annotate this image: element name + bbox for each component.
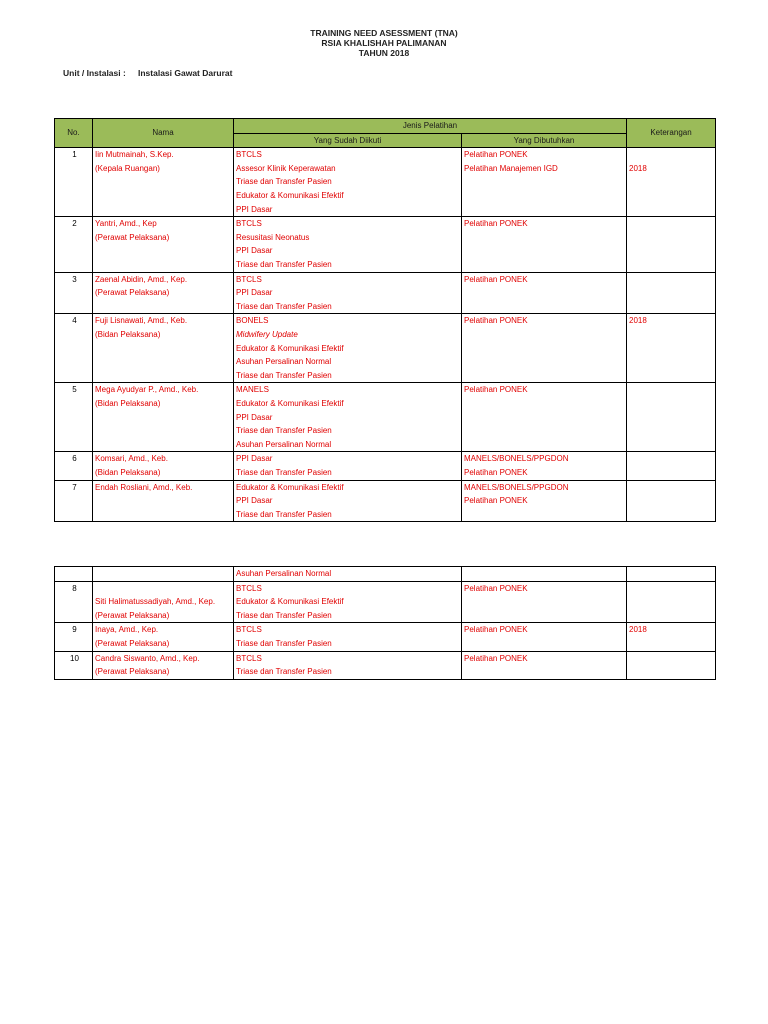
header-keterangan: Keterangan (627, 119, 716, 148)
employee-name: (Perawat Pelaksana) (95, 638, 170, 648)
header-no: No. (55, 119, 93, 148)
document-title: TRAINING NEED ASESSMENT (TNA) (310, 28, 458, 38)
row-number: 6 (55, 452, 93, 480)
training-completed-cell (234, 383, 462, 452)
training-completed: Assesor Klinik Keperawatan (236, 163, 336, 173)
training-needed: Pelatihan Manajemen IGD (464, 163, 558, 173)
training-completed: Triase dan Transfer Pasien (236, 467, 332, 477)
training-completed: PPI Dasar (236, 288, 273, 298)
unit-label: Unit / Instalasi : (63, 68, 126, 78)
row-number: 8 (55, 581, 93, 623)
training-needed: Pelatihan PONEK (464, 625, 528, 635)
training-needed: Pelatihan PONEK (464, 385, 528, 395)
remarks (629, 148, 715, 162)
training-completed: PPI Dasar (236, 454, 273, 464)
employee-name: Candra Siswanto, Amd., Kep. (95, 653, 200, 663)
header-nama: Nama (93, 119, 234, 148)
employee-name: (Bidan Pelaksana) (95, 329, 161, 339)
employee-name-cell (93, 383, 234, 452)
employee-name: (Bidan Pelaksana) (95, 467, 161, 477)
row-number: 1 (55, 148, 93, 217)
table-row (55, 148, 716, 217)
training-completed-cell (234, 314, 462, 383)
training-completed: Triase dan Transfer Pasien (236, 509, 332, 519)
remarks-cell (627, 272, 716, 314)
remarks-cell (627, 148, 716, 217)
training-needed: Pelatihan PONEK (464, 219, 528, 229)
training-completed-cell (234, 623, 462, 651)
training-completed: Asuhan Persalinan Normal (236, 569, 332, 578)
empty-cell (462, 567, 627, 582)
training-completed-cell (234, 567, 462, 582)
remarks-cell (627, 452, 716, 480)
table-row (55, 272, 716, 314)
training-completed: Triase dan Transfer Pasien (236, 301, 332, 311)
remarks-cell (627, 623, 716, 651)
training-needed-cell (462, 383, 627, 452)
remarks-cell (627, 480, 716, 522)
training-needed-cell (462, 623, 627, 651)
training-completed: Triase dan Transfer Pasien (236, 426, 332, 436)
training-completed-cell (234, 452, 462, 480)
training-needed: Pelatihan PONEK (464, 150, 528, 160)
training-completed: Triase dan Transfer Pasien (236, 259, 332, 269)
employee-name: Yantri, Amd., Kep (95, 219, 157, 229)
training-needed: MANELS/BONELS/PPGDON (464, 454, 569, 464)
employee-name: Mega Ayudyar P., Amd., Keb. (95, 385, 199, 395)
training-completed: BTCLS (236, 653, 262, 663)
table-row (55, 314, 716, 383)
employee-name-cell (93, 480, 234, 522)
table-row-continuation (55, 567, 716, 582)
training-completed: BTCLS (236, 150, 262, 160)
training-completed: Triase dan Transfer Pasien (236, 370, 332, 380)
training-completed: MANELS (236, 385, 269, 395)
empty-cell (93, 567, 234, 582)
training-completed-cell (234, 651, 462, 679)
training-needed: Pelatihan PONEK (464, 496, 528, 506)
hospital-name: RSIA KHALISHAH PALIMANAN (321, 38, 447, 48)
employee-name: Siti Halimatussadiyah, Amd., Kep. (95, 597, 216, 607)
training-completed: PPI Dasar (236, 246, 273, 256)
training-completed-cell (234, 480, 462, 522)
row-number: 10 (55, 651, 93, 679)
training-completed: BTCLS (236, 274, 262, 284)
empty-cell (627, 567, 716, 582)
training-completed-cell (234, 148, 462, 217)
table-row (55, 623, 716, 651)
row-number: 7 (55, 480, 93, 522)
table-row (55, 651, 716, 679)
row-number: 4 (55, 314, 93, 383)
training-needed: Pelatihan PONEK (464, 653, 528, 663)
employee-name: (Perawat Pelaksana) (95, 667, 170, 677)
employee-name: (Perawat Pelaksana) (95, 288, 170, 298)
training-completed: Edukator & Komunikasi Efektif (236, 482, 344, 492)
training-completed: Triase dan Transfer Pasien (236, 638, 332, 648)
training-needed-cell (462, 217, 627, 272)
training-completed: Triase dan Transfer Pasien (236, 177, 332, 187)
header-dibutuhkan: Yang Dibutuhkan (462, 133, 627, 148)
training-completed: BTCLS (236, 583, 262, 593)
row-number: 5 (55, 383, 93, 452)
training-needed: Pelatihan PONEK (464, 467, 528, 477)
employee-name: Fuji Lisnawati, Amd., Keb. (95, 316, 188, 326)
empty-cell (55, 567, 93, 582)
employee-name (95, 582, 233, 596)
header-sudah-diikuti: Yang Sudah Diikuti (234, 133, 462, 148)
tna-table-continued (54, 566, 716, 680)
remarks: 2018 (629, 163, 647, 173)
header-jenis-pelatihan: Jenis Pelatihan (234, 119, 627, 134)
employee-name-cell (93, 314, 234, 383)
tna-table (54, 118, 716, 522)
remarks-cell (627, 217, 716, 272)
employee-name-cell (93, 581, 234, 623)
employee-name-cell (93, 217, 234, 272)
remarks-cell (627, 581, 716, 623)
training-needed: MANELS/BONELS/PPGDON (464, 482, 569, 492)
row-number: 3 (55, 272, 93, 314)
training-completed: Midwifery Update (236, 329, 298, 339)
employee-name: Iin Mutmainah, S.Kep. (95, 150, 174, 160)
training-completed: Edukator & Komunikasi Efektif (236, 398, 344, 408)
table-row (55, 452, 716, 480)
training-needed-cell (462, 148, 627, 217)
employee-name: (Perawat Pelaksana) (95, 610, 170, 620)
training-needed-cell (462, 452, 627, 480)
training-completed: Asuhan Persalinan Normal (236, 439, 332, 449)
employee-name: (Kepala Ruangan) (95, 163, 160, 173)
training-completed: PPI Dasar (236, 412, 273, 422)
remarks: 2018 (629, 625, 647, 635)
training-completed: PPI Dasar (236, 496, 273, 506)
employee-name-cell (93, 623, 234, 651)
training-completed: BTCLS (236, 625, 262, 635)
training-needed: Pelatihan PONEK (464, 583, 528, 593)
employee-name: (Perawat Pelaksana) (95, 232, 170, 242)
training-needed-cell (462, 581, 627, 623)
remarks-cell (627, 383, 716, 452)
table-row (55, 383, 716, 452)
training-completed-cell (234, 272, 462, 314)
employee-name-cell (93, 651, 234, 679)
table-row (55, 480, 716, 522)
remarks-cell (627, 651, 716, 679)
remarks-cell (627, 314, 716, 383)
training-completed: Edukator & Komunikasi Efektif (236, 597, 344, 607)
training-needed-cell (462, 314, 627, 383)
employee-name-cell (93, 272, 234, 314)
table-row (55, 217, 716, 272)
training-needed: Pelatihan PONEK (464, 316, 528, 326)
employee-name: (Bidan Pelaksana) (95, 398, 161, 408)
row-number: 9 (55, 623, 93, 651)
training-needed-cell (462, 480, 627, 522)
training-needed-cell (462, 651, 627, 679)
training-completed: Resusitasi Neonatus (236, 232, 310, 242)
training-completed: BTCLS (236, 219, 262, 229)
employee-name: Zaenal Abidin, Amd., Kep. (95, 274, 188, 284)
training-completed: BONELS (236, 316, 269, 326)
employee-name: Inaya, Amd., Kep. (95, 625, 159, 635)
employee-name: Komsari, Amd., Keb. (95, 454, 168, 464)
employee-name-cell (93, 148, 234, 217)
training-completed-cell (234, 217, 462, 272)
employee-name-cell (93, 452, 234, 480)
employee-name: Endah Rosliani, Amd., Keb. (95, 482, 193, 492)
training-completed: Triase dan Transfer Pasien (236, 667, 332, 677)
training-completed: Triase dan Transfer Pasien (236, 610, 332, 620)
unit-value: Instalasi Gawat Darurat (138, 68, 233, 78)
training-completed: Edukator & Komunikasi Efektif (236, 190, 344, 200)
training-completed: Asuhan Persalinan Normal (236, 357, 332, 367)
training-needed: Pelatihan PONEK (464, 274, 528, 284)
table-row (55, 581, 716, 623)
row-number: 2 (55, 217, 93, 272)
document-year: TAHUN 2018 (358, 48, 410, 58)
training-needed-cell (462, 272, 627, 314)
training-completed: PPI Dasar (236, 204, 273, 214)
remarks: 2018 (629, 316, 647, 326)
training-completed-cell (234, 581, 462, 623)
training-completed: Edukator & Komunikasi Efektif (236, 343, 344, 353)
